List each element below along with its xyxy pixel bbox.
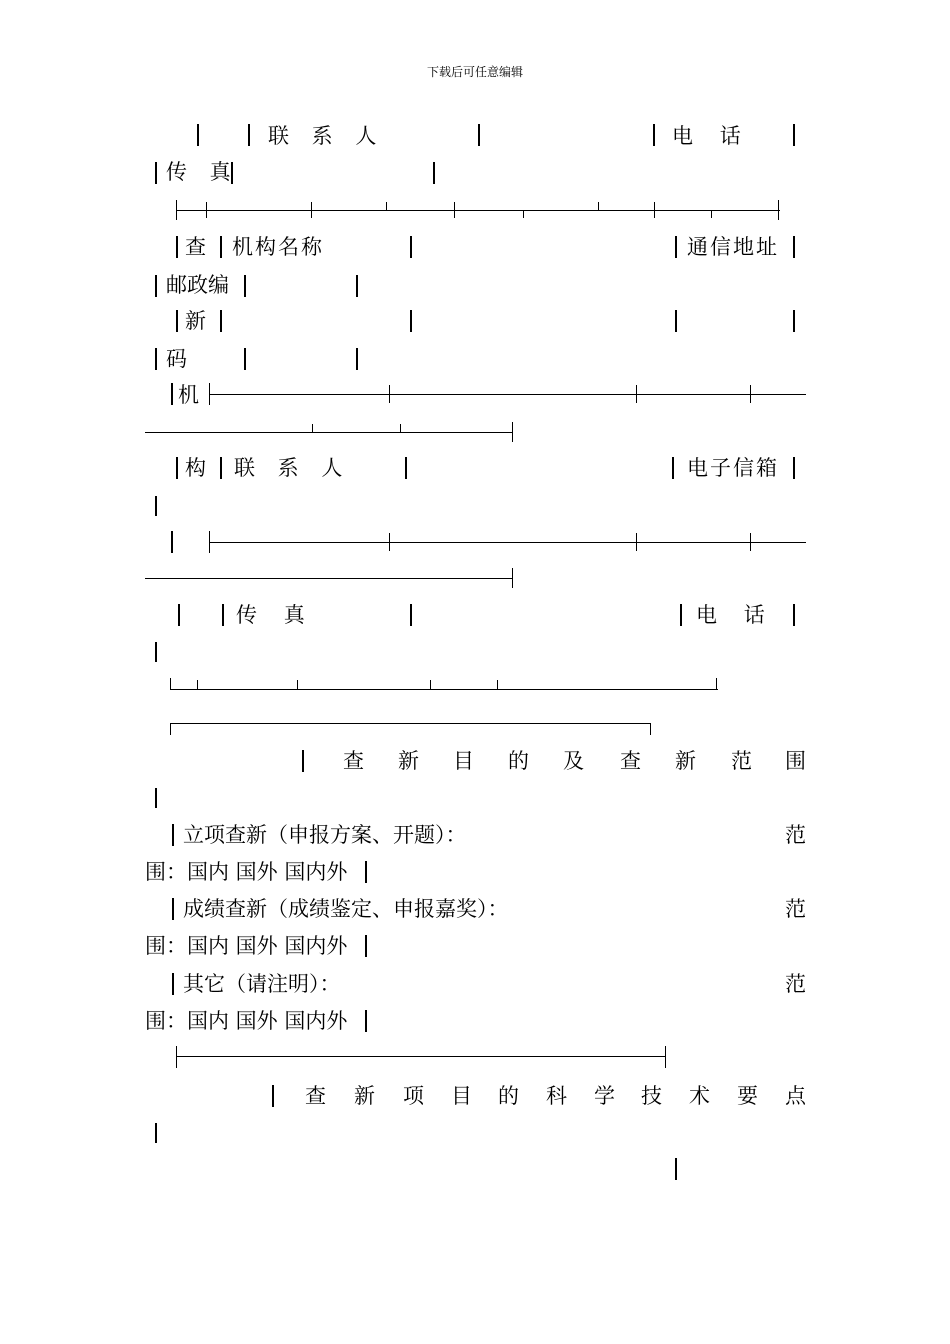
table-border	[176, 310, 178, 332]
table-border	[302, 750, 304, 772]
table-border	[512, 422, 513, 442]
table-border	[675, 1158, 677, 1180]
table-border	[365, 935, 367, 957]
org-char-2: 新	[185, 309, 206, 333]
table-border	[297, 680, 298, 689]
table-border	[172, 824, 174, 846]
table-border	[636, 385, 637, 403]
table-border	[750, 385, 751, 403]
table-border	[155, 348, 157, 370]
table-border	[356, 275, 358, 297]
table-rule	[209, 394, 806, 395]
table-border	[155, 275, 157, 297]
table-border	[197, 124, 199, 146]
table-border	[244, 348, 246, 370]
table-border	[793, 236, 795, 258]
table-border	[389, 533, 390, 551]
table-border	[675, 236, 677, 258]
address-label: 通信地址	[687, 235, 779, 259]
table-border	[654, 202, 655, 218]
table-border	[365, 861, 367, 883]
table-border	[410, 604, 412, 626]
org-phone-label: 电 话	[696, 603, 765, 627]
table-border	[716, 678, 717, 690]
org-name-label: 机构名称	[232, 235, 324, 259]
table-border	[389, 385, 390, 403]
purpose-title-9: 围	[785, 749, 806, 773]
table-border	[312, 424, 313, 432]
table-rule	[170, 689, 718, 690]
table-border	[523, 210, 524, 218]
table-border	[155, 1123, 157, 1143]
table-border	[176, 1046, 177, 1068]
table-border	[197, 680, 198, 689]
org-fax-label: 传 真	[236, 603, 305, 627]
tech-title-7: 学	[594, 1084, 615, 1108]
table-border	[222, 604, 224, 626]
table-border	[365, 1010, 367, 1032]
table-border	[711, 210, 712, 218]
table-border	[433, 162, 435, 184]
code-label: 码	[166, 347, 187, 371]
tech-title-11: 点	[785, 1084, 806, 1108]
table-rule	[170, 723, 651, 724]
table-border	[155, 162, 157, 184]
table-border	[248, 124, 250, 146]
table-border	[430, 680, 431, 689]
table-border	[178, 604, 180, 626]
table-border	[497, 680, 498, 689]
scope-word: 范	[785, 823, 806, 847]
table-border	[750, 533, 751, 551]
table-border	[680, 604, 682, 626]
table-border	[356, 348, 358, 370]
table-border	[220, 236, 222, 258]
tech-title-2: 新	[354, 1084, 375, 1108]
table-border	[410, 310, 412, 332]
purpose-title-3: 目	[453, 749, 474, 773]
table-border	[636, 533, 637, 551]
scope-word: 范	[785, 972, 806, 996]
table-border	[512, 568, 513, 588]
email-label: 电子信箱	[687, 456, 779, 480]
table-border	[311, 202, 312, 218]
table-border	[231, 162, 233, 184]
table-border	[793, 457, 795, 479]
scope-options-3: 围：国内 国外 国内外	[145, 1009, 348, 1033]
table-border	[220, 457, 222, 479]
purpose-title-4: 的	[508, 749, 529, 773]
table-border	[244, 275, 246, 297]
scope-word: 范	[785, 897, 806, 921]
tech-title-10: 要	[737, 1084, 758, 1108]
table-rule	[145, 578, 513, 579]
tech-title-8: 技	[641, 1084, 662, 1108]
purpose-title-1: 查	[343, 749, 364, 773]
contact-label: 联 系 人	[268, 124, 385, 148]
table-border	[386, 202, 387, 210]
table-border	[793, 124, 795, 146]
purpose-item-3: 其它（请注明）：	[183, 972, 341, 996]
purpose-title-8: 范	[731, 749, 752, 773]
table-border	[170, 723, 171, 735]
table-border	[220, 310, 222, 332]
scope-options-2: 围：国内 国外 国内外	[145, 934, 348, 958]
org-contact-label: 联 系 人	[234, 456, 351, 480]
tech-title-4: 目	[451, 1084, 472, 1108]
table-border	[206, 202, 207, 218]
scope-options-1: 围：国内 国外 国内外	[145, 860, 348, 884]
tech-title-1: 查	[305, 1084, 326, 1108]
table-border	[598, 202, 599, 210]
table-border	[400, 424, 401, 432]
table-border	[675, 310, 677, 332]
table-rule	[145, 432, 513, 433]
table-border	[653, 124, 655, 146]
purpose-item-1: 立项查新（申报方案、开题）：	[183, 823, 467, 847]
fax-label: 传 真	[166, 160, 239, 184]
table-border	[171, 383, 173, 405]
phone-label: 电 话	[672, 124, 741, 148]
org-char-3: 机	[178, 383, 199, 407]
table-rule	[176, 1056, 666, 1057]
purpose-item-2: 成绩查新（成绩鉴定、申报嘉奖）：	[183, 897, 509, 921]
table-border	[650, 723, 651, 735]
tech-title-5: 的	[498, 1084, 519, 1108]
table-border	[410, 236, 412, 258]
page-header: 下载后可任意编辑	[426, 65, 523, 79]
table-border	[405, 457, 407, 479]
purpose-title-7: 新	[675, 749, 696, 773]
tech-title-3: 项	[403, 1084, 424, 1108]
purpose-title-5: 及	[563, 749, 584, 773]
table-border	[155, 788, 157, 808]
table-border	[172, 898, 174, 920]
tech-title-6: 科	[546, 1084, 567, 1108]
table-border	[793, 310, 795, 332]
org-char-1: 查	[185, 235, 206, 259]
table-border	[672, 457, 674, 479]
table-border	[176, 457, 178, 479]
org-char-4: 构	[185, 456, 206, 480]
tech-title-9: 术	[689, 1084, 710, 1108]
table-border	[155, 496, 157, 516]
table-border	[454, 202, 455, 218]
table-rule	[176, 210, 780, 211]
table-border	[665, 1046, 666, 1068]
table-border	[478, 124, 480, 146]
table-border	[155, 642, 157, 662]
table-border	[778, 200, 779, 220]
purpose-title-2: 新	[398, 749, 419, 773]
table-border	[793, 604, 795, 626]
table-border	[172, 973, 174, 995]
postcode-label: 邮政编	[166, 273, 229, 297]
table-rule	[209, 542, 806, 543]
table-border	[272, 1085, 274, 1107]
table-border	[176, 236, 178, 258]
table-border	[171, 531, 173, 553]
purpose-title-6: 查	[620, 749, 641, 773]
